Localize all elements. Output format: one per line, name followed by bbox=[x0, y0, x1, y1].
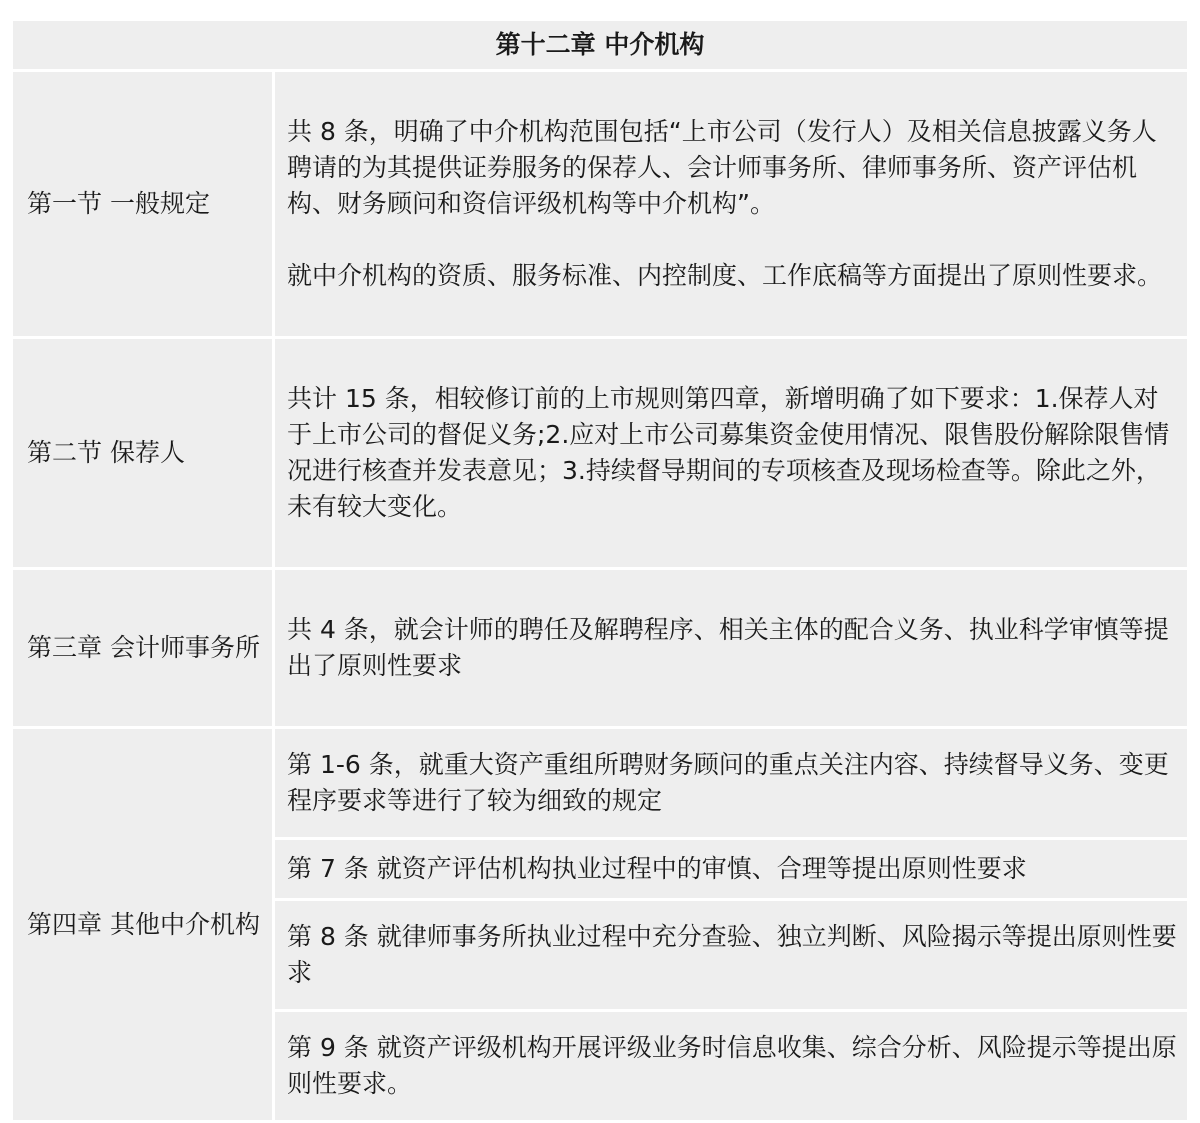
chapter-title: 第十二章 中介机构 bbox=[13, 21, 1187, 69]
table-row bbox=[13, 570, 1187, 726]
content-paragraph: 共 4 条，就会计师的聘任及解聘程序、相关主体的配合义务、执业科学审慎等提出了原则性要求 bbox=[287, 615, 1169, 680]
section-content bbox=[275, 72, 1187, 336]
list-item: 第 7 条 就资产评估机构执业过程中的审慎、合理等提出原则性要求 bbox=[275, 840, 1187, 898]
chapter-table bbox=[10, 18, 1190, 1123]
content-paragraph: 共计 15 条，相较修订前的上市规则第四章，新增明确了如下要求：1.保荐人对于上市公司的督促义务;2.应对上市公司募集资金使用情况、限售股份解除限售情况进行核查并发表意见；3.持续督导期间的专项核查及现场检查等。除此之外，未有较大变化。 bbox=[287, 384, 1170, 521]
section-label: 第二节 保荐人 bbox=[13, 339, 272, 567]
list-item: 第 9 条 就资产评级机构开展评级业务时信息收集、综合分析、风险提示等提出原则性要求。 bbox=[275, 1012, 1187, 1120]
list-item: 第 8 条 就律师事务所执业过程中充分查验、独立判断、风险揭示等提出原则性要求 bbox=[275, 901, 1187, 1009]
table-row bbox=[13, 339, 1187, 567]
section-label: 第三章 会计师事务所 bbox=[13, 570, 272, 726]
title-row bbox=[13, 21, 1187, 69]
section-content bbox=[275, 570, 1187, 726]
section-label: 第一节 一般规定 bbox=[13, 72, 272, 336]
list-item: 第 1-6 条，就重大资产重组所聘财务顾问的重点关注内容、持续督导义务、变更程序要求等进行了较为细致的规定 bbox=[275, 729, 1187, 837]
table-row bbox=[13, 72, 1187, 336]
section-label: 第四章 其他中介机构 bbox=[13, 729, 272, 1120]
table-row bbox=[13, 729, 1187, 837]
content-paragraph: 就中介机构的资质、服务标准、内控制度、工作底稿等方面提出了原则性要求。 bbox=[287, 261, 1163, 290]
content-paragraph: 共 8 条，明确了中介机构范围包括“上市公司（发行人）及相关信息披露义务人聘请的为其提供证券服务的保荐人、会计师事务所、律师事务所、资产评估机构、财务顾问和资信评级机构等中介机构”。 bbox=[287, 117, 1157, 218]
section-content bbox=[275, 339, 1187, 567]
